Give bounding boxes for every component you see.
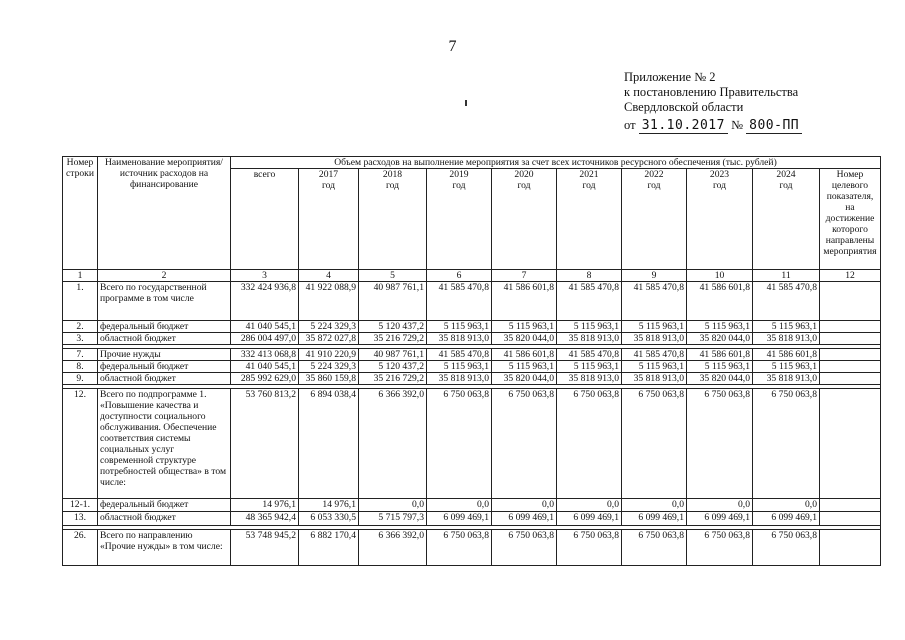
value-total: 53 748 945,2	[231, 530, 299, 566]
column-index: 1	[63, 270, 98, 282]
row-number: 26.	[63, 530, 98, 566]
row-number: 8.	[63, 361, 98, 373]
value-2017: 41 910 220,9	[299, 349, 359, 361]
from-label: от	[624, 118, 636, 132]
target-indicator	[820, 321, 881, 333]
row-number: 3.	[63, 333, 98, 345]
value-2020: 35 820 044,0	[492, 373, 557, 385]
appendix-header	[624, 70, 802, 133]
value-2024: 5 115 963,1	[753, 321, 820, 333]
row-name: областной бюджет	[98, 333, 231, 345]
header-year-2020: 2020 год	[492, 169, 557, 270]
row-name: федеральный бюджет	[98, 321, 231, 333]
value-2020: 0,0	[492, 499, 557, 512]
budget-table	[62, 156, 881, 566]
value-2024: 41 586 601,8	[753, 349, 820, 361]
header-year-2017: 2017 год	[299, 169, 359, 270]
value-2024: 6 750 063,8	[753, 530, 820, 566]
value-2020: 5 115 963,1	[492, 361, 557, 373]
value-2023: 6 099 469,1	[687, 512, 753, 526]
column-index: 2	[98, 270, 231, 282]
value-2018: 5 715 797,3	[359, 512, 427, 526]
value-2024: 41 585 470,8	[753, 282, 820, 321]
value-2024: 6 750 063,8	[753, 389, 820, 499]
target-indicator	[820, 349, 881, 361]
value-2021: 5 115 963,1	[557, 361, 622, 373]
target-indicator	[820, 530, 881, 566]
value-2022: 5 115 963,1	[622, 361, 687, 373]
value-2019: 6 750 063,8	[427, 530, 492, 566]
column-index: 10	[687, 270, 753, 282]
column-index: 9	[622, 270, 687, 282]
value-2017: 5 224 329,3	[299, 321, 359, 333]
appendix-resolution-line: к постановлению Правительства	[624, 85, 799, 99]
value-total: 41 040 545,1	[231, 321, 299, 333]
column-index-row	[63, 270, 881, 282]
table-row	[63, 333, 881, 345]
value-2024: 35 818 913,0	[753, 333, 820, 345]
value-2017: 35 872 027,8	[299, 333, 359, 345]
value-2019: 5 115 963,1	[427, 361, 492, 373]
header-row-number: Номер строки	[63, 157, 98, 270]
value-2024: 6 099 469,1	[753, 512, 820, 526]
value-2017: 6 053 330,5	[299, 512, 359, 526]
target-indicator	[820, 373, 881, 385]
value-2022: 41 585 470,8	[622, 282, 687, 321]
target-indicator	[820, 499, 881, 512]
table-row	[63, 512, 881, 526]
value-2018: 35 216 729,2	[359, 373, 427, 385]
value-2021: 41 585 470,8	[557, 349, 622, 361]
value-2019: 6 750 063,8	[427, 389, 492, 499]
value-2022: 35 818 913,0	[622, 333, 687, 345]
value-total: 285 992 629,0	[231, 373, 299, 385]
value-2019: 41 585 470,8	[427, 282, 492, 321]
column-index: 8	[557, 270, 622, 282]
value-2020: 6 099 469,1	[492, 512, 557, 526]
value-2022: 41 585 470,8	[622, 349, 687, 361]
value-total: 286 004 497,0	[231, 333, 299, 345]
target-indicator	[820, 389, 881, 499]
value-2020: 6 750 063,8	[492, 530, 557, 566]
value-2017: 6 894 038,4	[299, 389, 359, 499]
row-number: 13.	[63, 512, 98, 526]
value-2024: 5 115 963,1	[753, 361, 820, 373]
header-total: всего	[231, 169, 299, 270]
value-2020: 6 750 063,8	[492, 389, 557, 499]
value-2023: 41 586 601,8	[687, 282, 753, 321]
value-2021: 35 818 913,0	[557, 373, 622, 385]
row-name: Прочие нужды	[98, 349, 231, 361]
value-total: 332 424 936,8	[231, 282, 299, 321]
row-name: Всего по направлению «Прочие нужды» в том числе:	[98, 530, 231, 566]
row-name: федеральный бюджет	[98, 361, 231, 373]
page-number: 7	[448, 38, 457, 55]
column-index: 6	[427, 270, 492, 282]
value-2021: 0,0	[557, 499, 622, 512]
row-number: 12-1.	[63, 499, 98, 512]
target-indicator	[820, 333, 881, 345]
value-2021: 6 099 469,1	[557, 512, 622, 526]
appendix-region-line: Свердловской области	[624, 100, 744, 114]
order-number: 800-ПП	[746, 118, 802, 134]
value-2017: 5 224 329,3	[299, 361, 359, 373]
header-year-2024: 2024 год	[753, 169, 820, 270]
table-row	[63, 321, 881, 333]
order-date-line	[624, 118, 802, 133]
value-2018: 5 120 437,2	[359, 361, 427, 373]
column-index: 12	[820, 270, 881, 282]
value-2023: 0,0	[687, 499, 753, 512]
table-row	[63, 499, 881, 512]
value-2019: 35 818 913,0	[427, 333, 492, 345]
value-2021: 41 585 470,8	[557, 282, 622, 321]
column-index: 11	[753, 270, 820, 282]
value-total: 332 413 068,8	[231, 349, 299, 361]
column-index: 5	[359, 270, 427, 282]
value-2017: 35 860 159,8	[299, 373, 359, 385]
value-2021: 35 818 913,0	[557, 333, 622, 345]
value-2022: 0,0	[622, 499, 687, 512]
value-2018: 0,0	[359, 499, 427, 512]
table-row	[63, 530, 881, 566]
value-2017: 41 922 088,9	[299, 282, 359, 321]
value-2017: 14 976,1	[299, 499, 359, 512]
header-target: Номер целевого показателя, на достижение которого направлены мероприятия	[820, 169, 881, 270]
table-row	[63, 282, 881, 321]
value-2021: 5 115 963,1	[557, 321, 622, 333]
value-total: 14 976,1	[231, 499, 299, 512]
row-name: Всего по государственной программе в том числе	[98, 282, 231, 321]
value-2018: 40 987 761,1	[359, 282, 427, 321]
column-index: 4	[299, 270, 359, 282]
value-2023: 35 820 044,0	[687, 333, 753, 345]
value-2023: 5 115 963,1	[687, 321, 753, 333]
header-year-2023: 2023 год	[687, 169, 753, 270]
order-date: 31.10.2017	[639, 118, 728, 134]
header-volume: Объем расходов на выполнение мероприятия за счет всех источников ресурсного обеспечения (тыс. рублей)	[231, 157, 881, 169]
value-2018: 5 120 437,2	[359, 321, 427, 333]
row-number: 9.	[63, 373, 98, 385]
value-total: 53 760 813,2	[231, 389, 299, 499]
value-2019: 41 585 470,8	[427, 349, 492, 361]
value-2020: 41 586 601,8	[492, 349, 557, 361]
value-total: 48 365 942,4	[231, 512, 299, 526]
value-2023: 35 820 044,0	[687, 373, 753, 385]
row-name: Всего по подпрограмме 1. «Повышение качества и доступности социального обслуживания. Обеспечение соответствия системы социальных услуг современной структуре потребностей общества» в том числе:	[98, 389, 231, 499]
row-number: 2.	[63, 321, 98, 333]
value-2017: 6 882 170,4	[299, 530, 359, 566]
value-2022: 5 115 963,1	[622, 321, 687, 333]
value-2018: 40 987 761,1	[359, 349, 427, 361]
header-year-2018: 2018 год	[359, 169, 427, 270]
table-row	[63, 389, 881, 499]
table-row	[63, 349, 881, 361]
value-2018: 6 366 392,0	[359, 389, 427, 499]
column-index: 7	[492, 270, 557, 282]
row-name: областной бюджет	[98, 373, 231, 385]
value-2019: 5 115 963,1	[427, 321, 492, 333]
table-row	[63, 373, 881, 385]
appendix-title: Приложение № 2	[624, 70, 716, 84]
value-2024: 35 818 913,0	[753, 373, 820, 385]
value-2022: 6 099 469,1	[622, 512, 687, 526]
value-2018: 35 216 729,2	[359, 333, 427, 345]
value-2023: 6 750 063,8	[687, 389, 753, 499]
target-indicator	[820, 512, 881, 526]
value-2020: 41 586 601,8	[492, 282, 557, 321]
value-2024: 0,0	[753, 499, 820, 512]
value-2022: 35 818 913,0	[622, 373, 687, 385]
row-number: 7.	[63, 349, 98, 361]
header-name: Наименование мероприятия/ источник расходов на финансирование	[98, 157, 231, 270]
column-index: 3	[231, 270, 299, 282]
row-name: областной бюджет	[98, 512, 231, 526]
value-2020: 35 820 044,0	[492, 333, 557, 345]
value-total: 41 040 545,1	[231, 361, 299, 373]
value-2023: 6 750 063,8	[687, 530, 753, 566]
table-row	[63, 361, 881, 373]
header-year-2021: 2021 год	[557, 169, 622, 270]
value-2020: 5 115 963,1	[492, 321, 557, 333]
scan-mark	[465, 100, 467, 106]
row-number: 12.	[63, 389, 98, 499]
target-indicator	[820, 282, 881, 321]
value-2019: 35 818 913,0	[427, 373, 492, 385]
value-2019: 0,0	[427, 499, 492, 512]
value-2022: 6 750 063,8	[622, 389, 687, 499]
row-number: 1.	[63, 282, 98, 321]
value-2023: 41 586 601,8	[687, 349, 753, 361]
value-2018: 6 366 392,0	[359, 530, 427, 566]
value-2021: 6 750 063,8	[557, 530, 622, 566]
target-indicator	[820, 361, 881, 373]
header-year-2022: 2022 год	[622, 169, 687, 270]
number-label: №	[731, 118, 744, 132]
value-2022: 6 750 063,8	[622, 530, 687, 566]
value-2021: 6 750 063,8	[557, 389, 622, 499]
row-name: федеральный бюджет	[98, 499, 231, 512]
header-year-2019: 2019 год	[427, 169, 492, 270]
value-2019: 6 099 469,1	[427, 512, 492, 526]
value-2023: 5 115 963,1	[687, 361, 753, 373]
